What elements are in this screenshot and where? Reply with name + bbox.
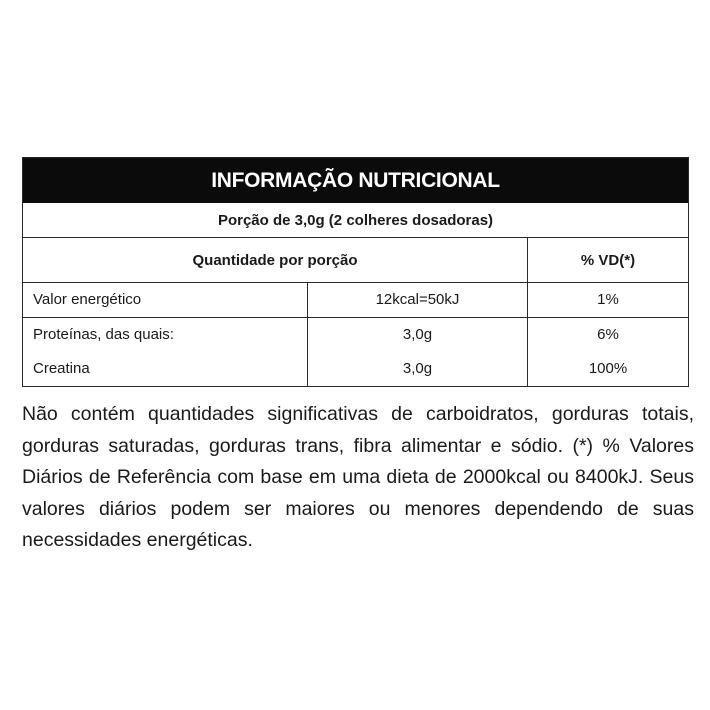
- nutrient-daily-value: 6%: [597, 326, 619, 343]
- nutrient-quantity: 3,0g: [402, 326, 433, 343]
- table-header-row: [23, 238, 688, 283]
- nutrient-name: Creatina: [33, 360, 90, 377]
- header-daily-value: % VD(*): [580, 251, 636, 269]
- footnote-text: Não contém quantidades significativas de carboidratos, gorduras totais, gorduras saturadas, gorduras trans, fibra alimentar e sódio. (*) % Valores Diários de Referência com base em uma dieta de 2000kcal ou 8400kJ. Seus valores diários podem ser maiores ou menores dependendo de suas necessidades energéticas.: [22, 403, 694, 551]
- portion-size: Porção de 3,0g (2 colheres dosadoras): [23, 203, 688, 238]
- nutrient-daily-value: 100%: [588, 360, 628, 377]
- table-title: INFORMAÇÃO NUTRICIONAL: [23, 158, 688, 203]
- header-quantity: Quantidade por porção: [23, 238, 528, 282]
- nutrient-daily-value: 1%: [597, 291, 619, 308]
- nutrient-quantity: 12kcal=50kJ: [375, 291, 460, 308]
- nutrient-quantity: 3,0g: [402, 360, 433, 377]
- table-row-group: [23, 318, 688, 386]
- table-row: [23, 283, 688, 318]
- nutrient-name: Proteínas, das quais:: [33, 326, 174, 343]
- nutrition-facts-table: [22, 157, 689, 387]
- nutrient-name: Valor energético: [33, 291, 142, 308]
